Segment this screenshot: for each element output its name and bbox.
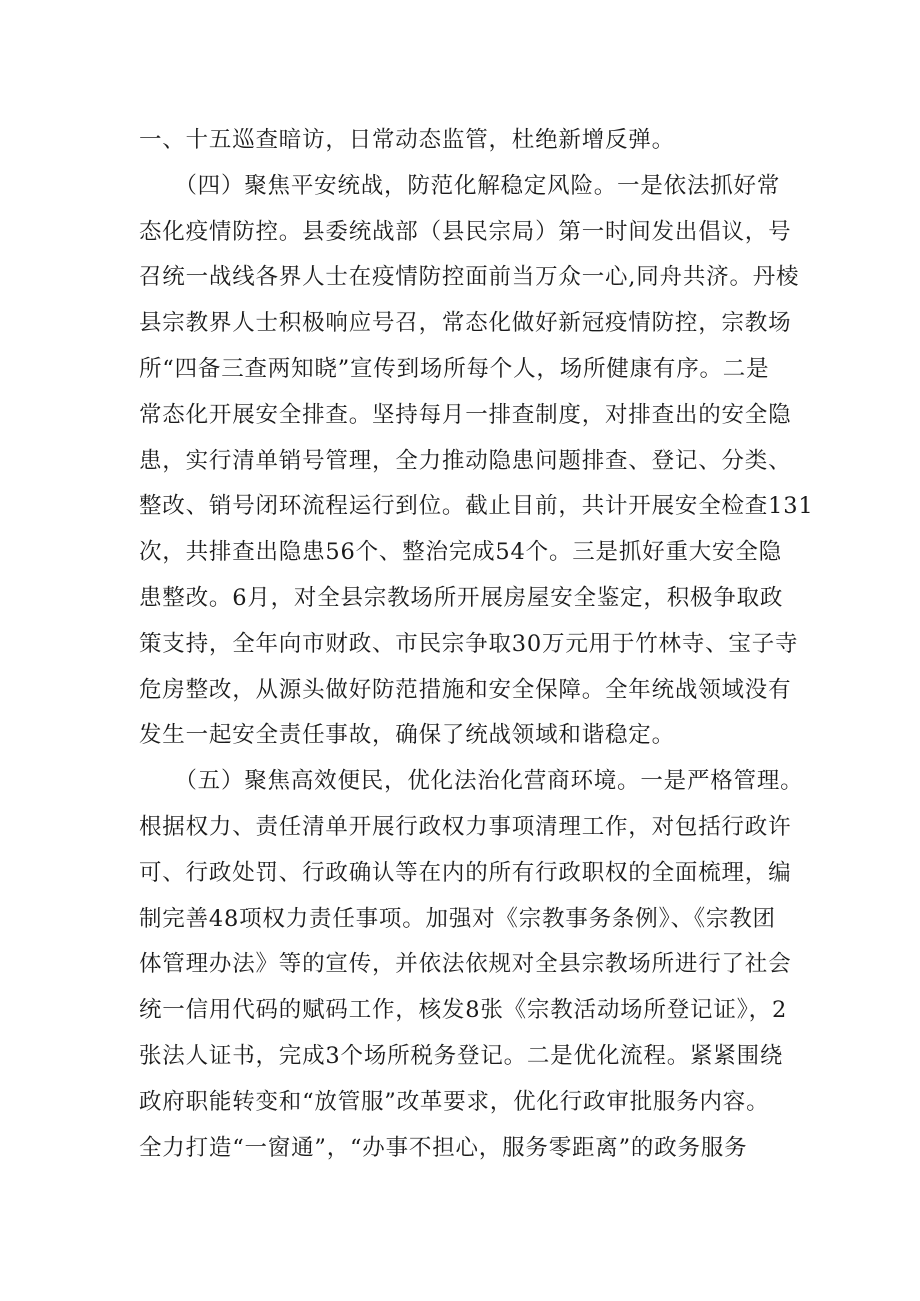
text-line: 患，实行清单销号管理，全力推动隐患问题排查、登记、分类、	[139, 447, 792, 474]
text-line: 所“四备三查两知晓”宣传到场所每个人，场所健康有序。二是	[139, 355, 770, 382]
text-line: 召统一战线各界人士在疫情防控面前当万众一心,同舟共济。丹棱	[139, 264, 800, 291]
text-line: 常态化开展安全排查。坚持每月一排查制度，对排查出的安全隐	[139, 401, 792, 428]
text-line: （五）聚焦高效便民，优化法治化营商环境。一是严格管理。	[139, 768, 804, 795]
body-text	[139, 118, 814, 1171]
text-line: （四）聚焦平安统战，防范化解稳定风险。一是依法抓好常	[139, 172, 781, 199]
text-line: 政府职能转变和“放管服”改革要求，优化行政审批服务内容。	[139, 1088, 770, 1115]
text-line: 发生一起安全责任事故，确保了统战领域和谐稳定。	[139, 722, 675, 749]
text-line: 全力打造“一窗通”，“办事不担心，服务零距离”的政务服务	[139, 1134, 748, 1161]
text-line: 统一信用代码的赋码工作，核发8张《宗教活动场所登记证》，2	[139, 997, 788, 1024]
text-line: 危房整改，从源头做好防范措施和安全保障。全年统战领域没有	[139, 676, 792, 703]
text-line: 次，共排查出隐患56个、整治完成54个。三是抓好重大安全隐	[139, 539, 782, 566]
text-line: 可、行政处罚、行政确认等在内的所有行政职权的全面梳理，编	[139, 859, 792, 886]
text-line: 体管理办法》等的宣传，并依法依规对全县宗教场所进行了社会	[139, 951, 792, 978]
text-line: 策支持，全年向市财政、市民宗争取30万元用于竹林寺、宝子寺	[139, 630, 799, 657]
text-line: 县宗教界人士积极响应号召，常态化做好新冠疫情防控，宗教场	[139, 310, 792, 337]
text-line: 制完善48项权力责任事项。加强对《宗教事务条例》、《宗教团	[139, 905, 776, 932]
text-line: 根据权力、责任清单开展行政权力事项清理工作，对包括行政许	[139, 813, 792, 840]
text-line: 患整改。6月，对全县宗教场所开展房屋安全鉴定，积极争取政	[139, 584, 784, 611]
text-line: 整改、销号闭环流程运行到位。截止目前，共计开展安全检查131	[139, 493, 814, 520]
text-line: 态化疫情防控。县委统战部（县民宗局）第一时间发出倡议，号	[139, 218, 792, 245]
text-line: 一、十五巡查暗访，日常动态监管，杜绝新增反弹。	[139, 127, 675, 153]
text-line: 张法人证书，完成3个场所税务登记。二是优化流程。紧紧围绕	[139, 1042, 784, 1069]
